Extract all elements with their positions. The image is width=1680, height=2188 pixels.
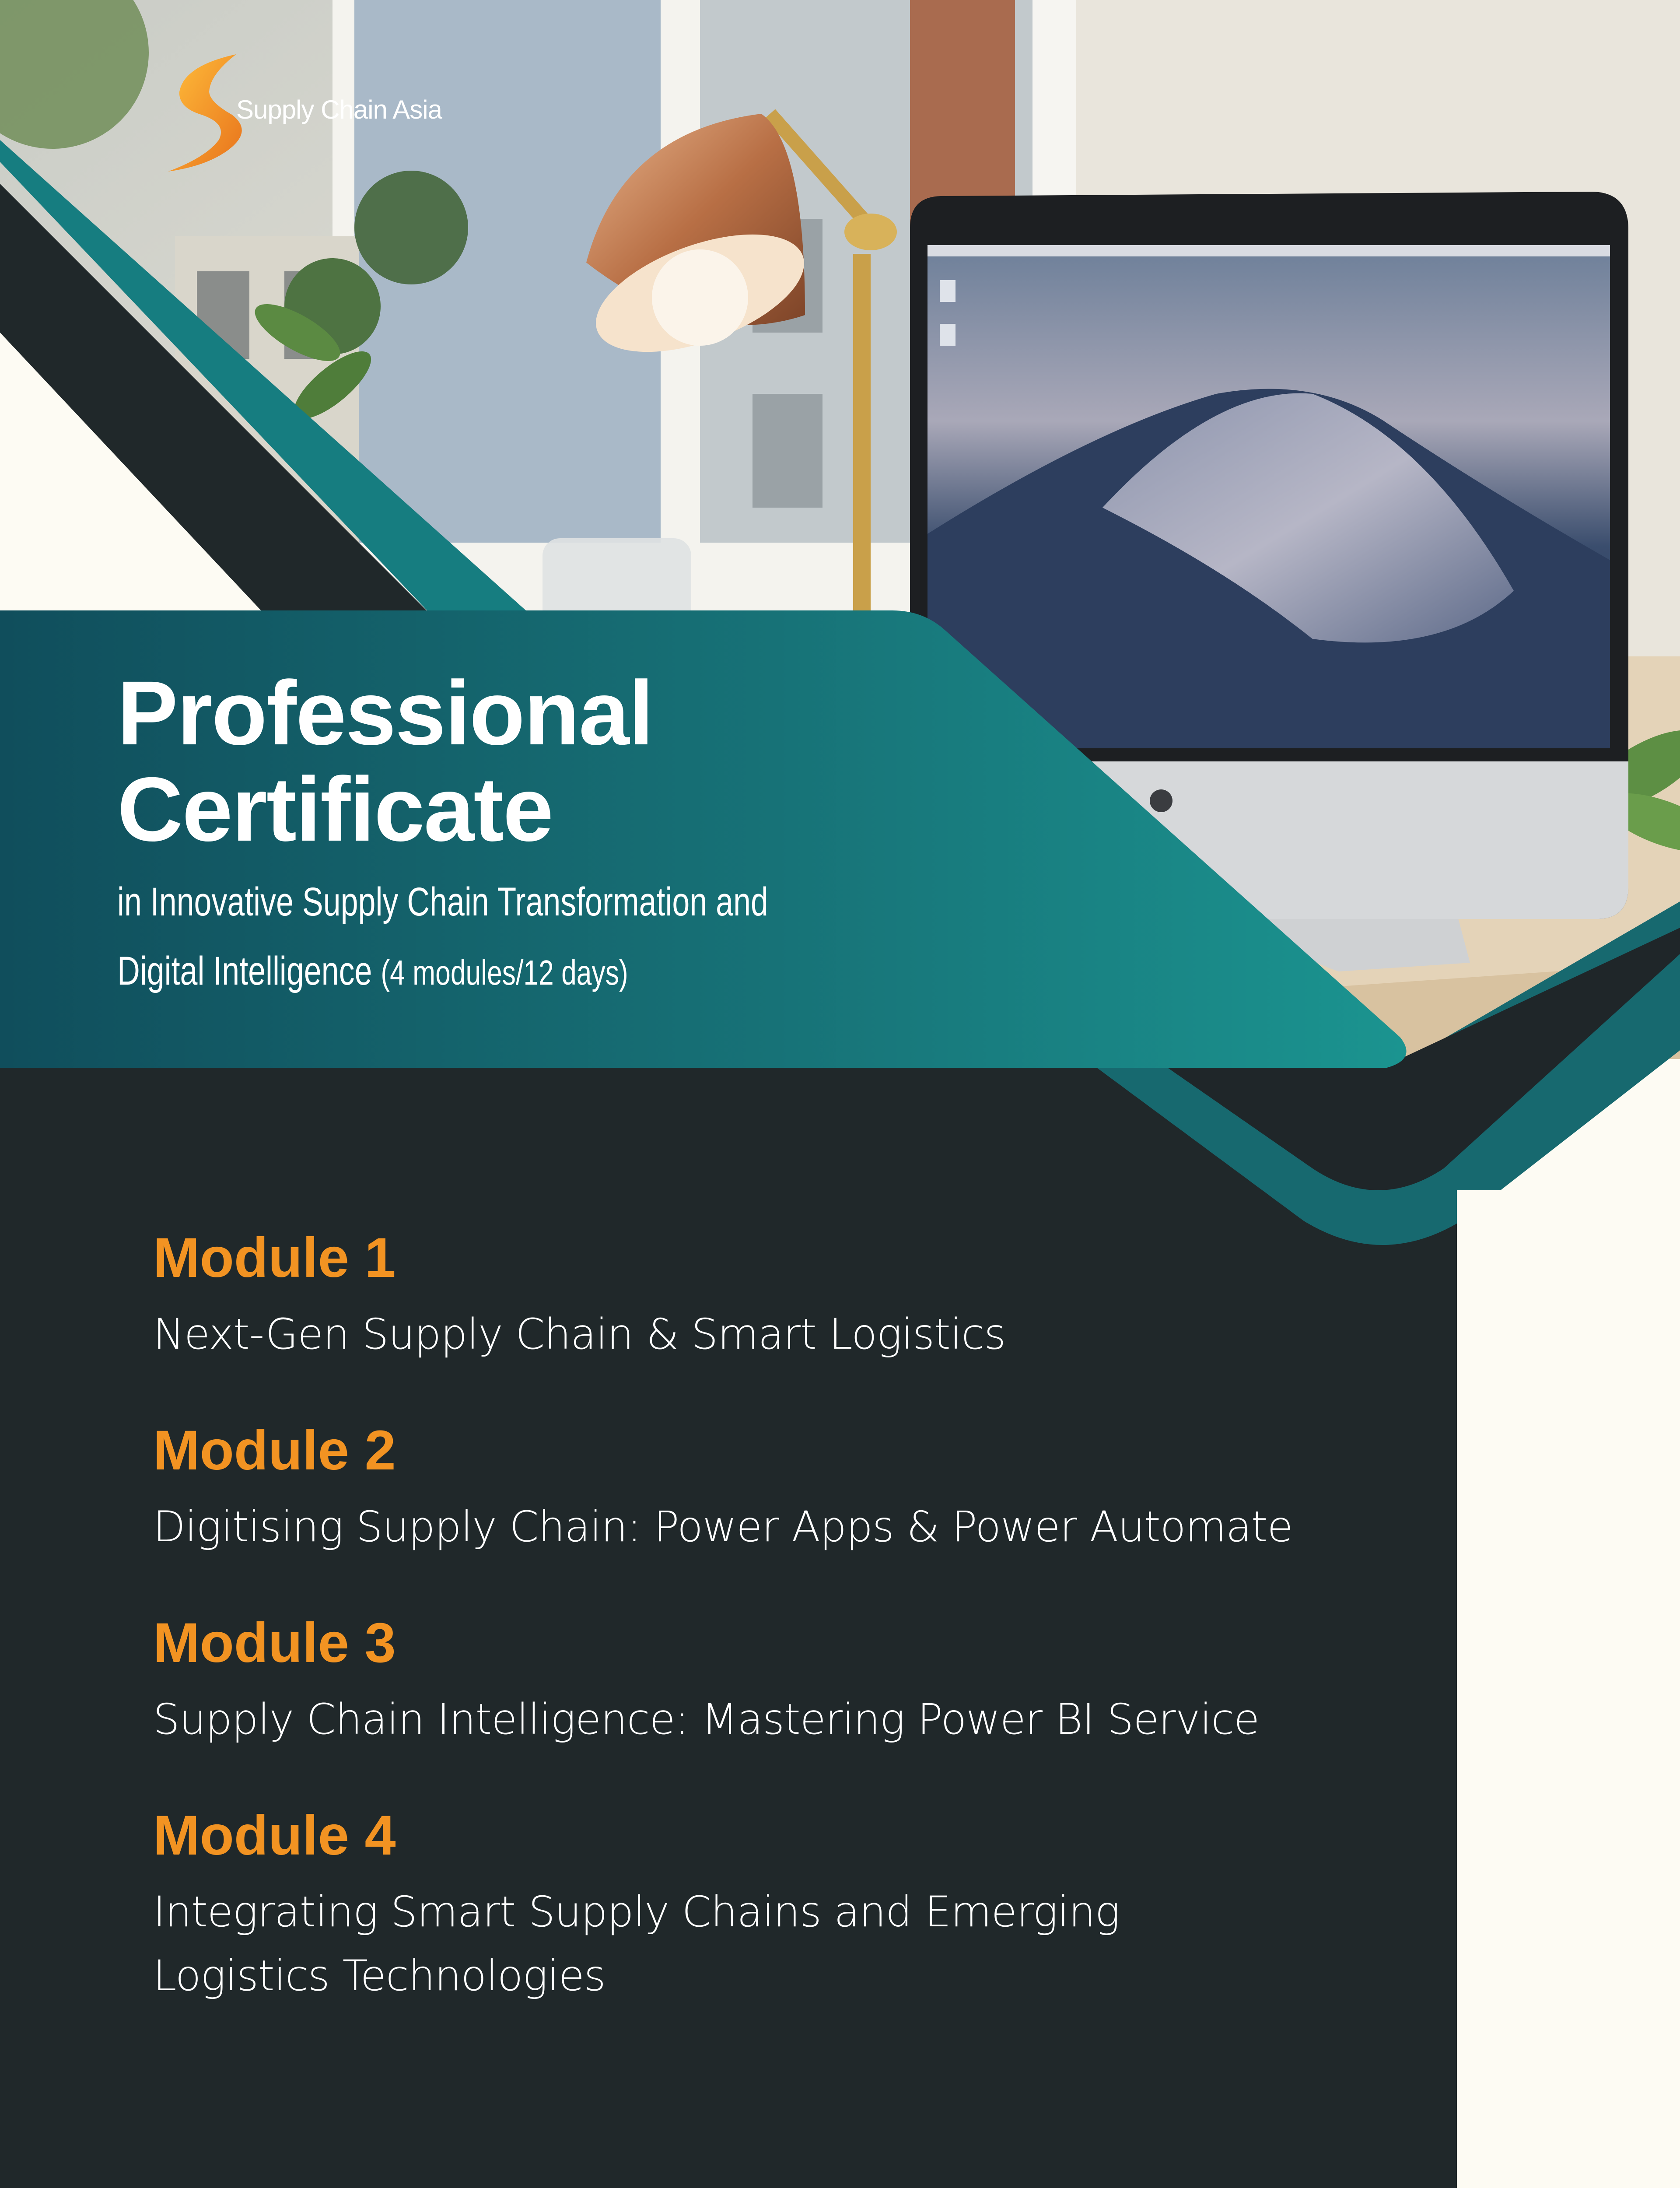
module-title: Module 2	[153, 1419, 396, 1482]
headline-title-line1: Professional	[117, 663, 653, 764]
module-description	[153, 1687, 1422, 1751]
module-description-line: Digitising Supply Chain: Power Apps & Power Automate	[153, 1502, 1293, 1551]
module-item	[153, 1610, 1422, 1751]
headline-title-line2: Certificate	[117, 759, 553, 860]
module-item	[153, 1803, 1422, 2008]
module-list	[153, 1225, 1422, 2059]
headline-subtitle-line1: in Innovative Supply Chain Transformation and	[117, 880, 768, 924]
brand-logo[interactable]	[163, 49, 478, 180]
module-title: Module 4	[153, 1804, 396, 1867]
headline-subtitle	[117, 867, 936, 1007]
module-item	[153, 1225, 1422, 1366]
brand-name: Supply Chain Asia	[236, 95, 442, 124]
module-item	[153, 1418, 1422, 1559]
module-description	[153, 1302, 1422, 1366]
module-title: Module 1	[153, 1227, 396, 1289]
module-description-line: Integrating Smart Supply Chains and Emerging	[153, 1887, 1120, 1936]
module-description-line: Supply Chain Intelligence: Mastering Power BI Service	[153, 1695, 1260, 1744]
headline	[117, 665, 948, 1007]
module-description	[153, 1495, 1422, 1559]
module-description	[153, 1880, 1422, 2008]
headline-subtitle-main: Digital Intelligence	[117, 949, 372, 993]
module-description-line: Logistics Technologies	[153, 1951, 606, 2000]
headline-subtitle-line2	[117, 936, 936, 1007]
module-description-line: Next-Gen Supply Chain & Smart Logistics	[153, 1310, 1006, 1359]
headline-subtitle-detail: (4 modules/12 days)	[381, 953, 628, 992]
module-title: Module 3	[153, 1612, 396, 1674]
